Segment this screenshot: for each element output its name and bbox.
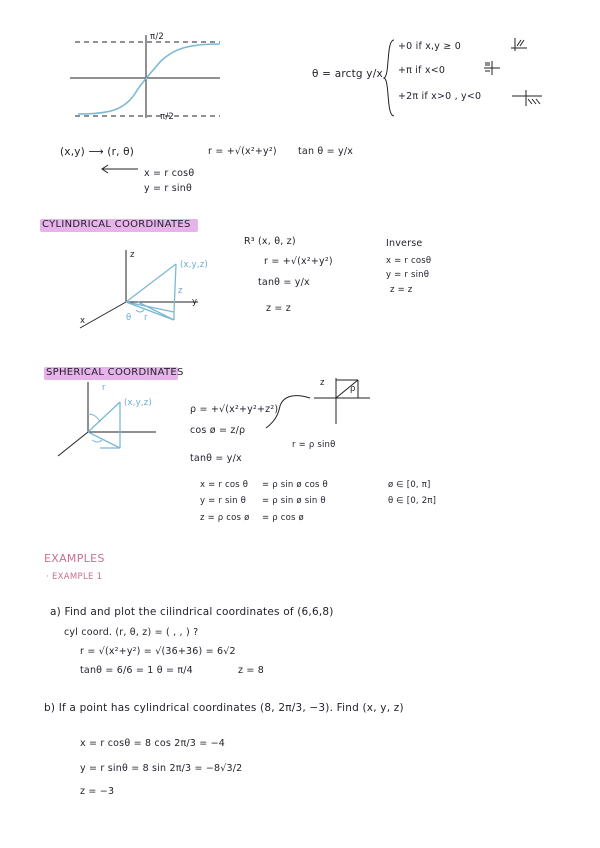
pi-half-bottom-label: π/2: [160, 112, 174, 122]
spherical-y-eq: y = r sin θ: [200, 496, 247, 506]
pi-half-top-label: π/2: [150, 32, 164, 42]
example-b-prompt: b) If a point has cylindrical coordinates (8, 2π/3, −3). Find (x, y, z): [44, 702, 404, 714]
cylindrical-space: R³ (x, θ, z): [244, 236, 296, 247]
example-b-line-2: y = r sinθ = 8 sin 2π/3 = −8√3/2: [80, 763, 243, 774]
spherical-heading: SPHERICAL COORDINATES: [46, 367, 184, 378]
inverse-y: y = r sinθ: [386, 270, 430, 280]
inverse-title: Inverse: [386, 238, 423, 249]
cylindrical-r-mark: r: [144, 313, 148, 323]
spherical-sketch-rho: ρ: [350, 384, 356, 394]
cylindrical-theta-mark: θ: [126, 313, 132, 323]
polar-r-definition: r = +√(x²+y²): [208, 146, 277, 157]
cylindrical-point-label: (x,y,z): [180, 260, 208, 270]
cylindrical-z-definition: z = z: [266, 303, 291, 314]
spherical-r-mark: r: [102, 383, 106, 393]
example-a-line-3b: z = 8: [238, 665, 265, 676]
polar-mapping: (x,y) ⟶ (r, θ): [60, 146, 135, 158]
arctan-graph: [70, 30, 240, 120]
case-quadrant-1: +0 if x,y ≥ 0: [398, 41, 461, 52]
quadrant-doodle-3: [512, 90, 544, 106]
cylindrical-heading: CYLINDRICAL COORDINATES: [42, 219, 191, 230]
cylindrical-z-axis-label: z: [130, 250, 135, 260]
spherical-tan-definition: tanθ = y/x: [190, 453, 242, 464]
inverse-arrow: [100, 165, 140, 173]
example-a-line-2: r = √(x²+y²) = √(36+36) = 6√2: [80, 646, 236, 657]
spherical-sketch-z: z: [320, 378, 325, 388]
spherical-curved-arrow: [264, 392, 314, 432]
example-a-prompt: a) Find and plot the cilindrical coordinates of (6,6,8): [50, 606, 334, 618]
example-b-line-1: x = r cosθ = 8 cos 2π/3 = −4: [80, 738, 226, 749]
spherical-point-label: (x,y,z): [124, 398, 152, 408]
cylindrical-z-side-label: z: [178, 286, 183, 296]
spherical-theta-range: θ ∈ [0, 2π]: [388, 496, 437, 506]
quadrant-doodle-2: [482, 60, 502, 76]
examples-heading: EXAMPLES: [44, 552, 105, 565]
spherical-z-eq-rho: = ρ cos ø: [262, 513, 304, 523]
example-a-line-1: cyl coord. (r, θ, z) = ( , , ) ?: [64, 627, 199, 638]
cases-brace: [384, 38, 396, 118]
case-quadrant-4: +2π if x>0 , y<0: [398, 91, 482, 102]
polar-x-cos: x = r cosθ: [144, 168, 195, 179]
spherical-diagram: [56, 380, 166, 460]
spherical-cos-definition: cos ø = z/ρ: [190, 425, 246, 436]
theta-definition: θ = arctg y/x: [312, 68, 383, 80]
polar-tan-definition: tan θ = y/x: [298, 146, 354, 157]
cylindrical-x-axis-label: x: [80, 316, 86, 326]
quadrant-doodle-1: [509, 36, 529, 52]
spherical-x-eq: x = r cos θ: [200, 480, 249, 490]
inverse-z: z = z: [390, 285, 413, 295]
example-1-heading: · EXAMPLE 1: [46, 572, 103, 582]
example-b-line-3: z = −3: [80, 786, 115, 797]
spherical-phi-range: ø ∈ [0, π]: [388, 480, 431, 490]
spherical-x-eq-rho: = ρ sin ø cos θ: [262, 480, 328, 490]
example-a-line-3: tanθ = 6/6 = 1 θ = π/4: [80, 665, 193, 676]
inverse-x: x = r cosθ: [386, 256, 432, 266]
spherical-y-eq-rho: = ρ sin ø sin θ: [262, 496, 326, 506]
spherical-r-rho: r = ρ sinθ: [292, 440, 336, 450]
polar-y-sin: y = r sinθ: [144, 183, 192, 194]
cylindrical-r-definition: r = +√(x²+y²): [264, 256, 333, 267]
cylindrical-tan-definition: tanθ = y/x: [258, 277, 310, 288]
cylindrical-y-axis-label: y: [192, 297, 198, 307]
case-x-negative: +π if x<0: [398, 65, 446, 76]
spherical-rho-definition: ρ = +√(x²+y²+z²): [190, 404, 279, 415]
spherical-z-eq: z = ρ cos ø: [200, 513, 250, 523]
